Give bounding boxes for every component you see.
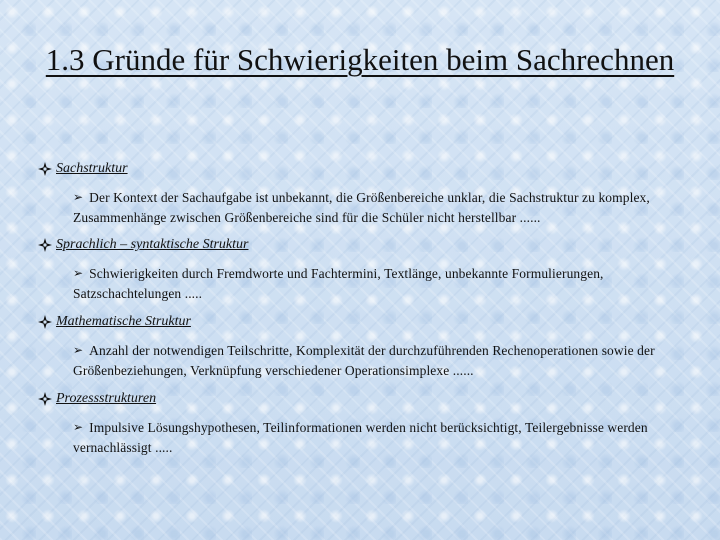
diamond-bullet-icon — [38, 162, 52, 176]
arrow-right-icon: ➢ — [73, 343, 84, 357]
slide-title: 1.3 Gründe für Schwierigkeiten beim Sachrechnen — [45, 42, 675, 77]
diamond-bullet-icon — [38, 315, 52, 329]
diamond-bullet-icon — [38, 392, 52, 406]
sub-item-text: Schwierigkeiten durch Fremdworte und Fachtermini, Textlänge, unbekannte Formulierungen, Satzschachtelungen ..... — [73, 266, 604, 301]
section-heading: Sachstruktur — [56, 161, 128, 176]
section-heading: Prozessstrukturen — [56, 391, 157, 406]
bullet-item-mathematisch — [38, 313, 191, 331]
arrow-right-icon: ➢ — [73, 266, 84, 280]
sub-item-sachstruktur — [73, 188, 698, 228]
sub-item-mathematisch — [73, 341, 698, 381]
sub-item-text: Impulsive Lösungshypothesen, Teilinformationen werden nicht berücksichtigt, Teilergebnisse werden vernachlässigt ..... — [73, 420, 648, 455]
sub-item-text: Der Kontext der Sachaufgabe ist unbekannt, die Größenbereiche unklar, die Sachstruktur zu komplex, Zusammenhänge zwischen Größenbereiche sind für die Schüler nicht herstellbar ...... — [73, 190, 650, 225]
section-heading: Mathematische Struktur — [56, 314, 191, 329]
arrow-right-icon: ➢ — [73, 420, 84, 434]
sub-item-text: Anzahl der notwendigen Teilschritte, Komplexität der durchzuführenden Rechenoperationen sowie der Größenbeziehungen, Verknüpfung verschiedener Operationsimplexe ...... — [73, 343, 655, 378]
diamond-bullet-icon — [38, 238, 52, 252]
section-heading: Sprachlich – syntaktische Struktur — [56, 237, 249, 252]
bullet-item-sprachlich — [38, 236, 248, 254]
bullet-item-prozess — [38, 390, 156, 408]
sub-item-prozess — [73, 418, 698, 458]
bullet-item-sachstruktur — [38, 160, 128, 178]
sub-item-sprachlich — [73, 264, 698, 304]
arrow-right-icon: ➢ — [73, 190, 84, 204]
